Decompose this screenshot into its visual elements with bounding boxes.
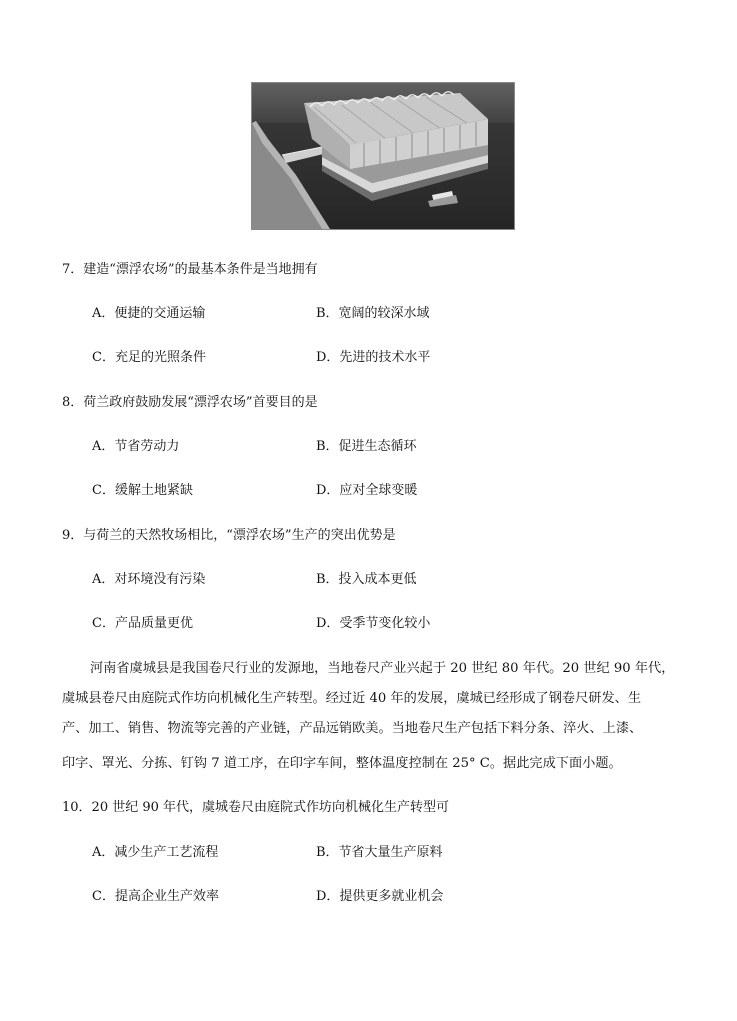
question-8-option-d: D．应对全球变暖 bbox=[316, 483, 418, 498]
question-8-stem: 8．荷兰政府鼓励发展“漂浮农场”首要目的是 bbox=[62, 395, 318, 410]
question-10-option-d: D．提供更多就业机会 bbox=[316, 889, 444, 904]
passage-line-2: 虞城县卷尺由庭院式作坊向机械化生产转型。经过近 40 年的发展，虞城已经形成了钢卷尺研发、生 bbox=[62, 691, 642, 706]
question-7-option-b: B．宽阔的较深水域 bbox=[316, 306, 430, 321]
question-8-option-a: A．节省劳动力 bbox=[92, 439, 180, 454]
question-10-option-a: A．减少生产工艺流程 bbox=[92, 845, 219, 860]
question-9-option-b: B．投入成本更低 bbox=[316, 572, 417, 587]
question-10-stem: 10．20 世纪 90 年代，虞城卷尺由庭院式作坊向机械化生产转型可 bbox=[62, 800, 450, 815]
question-7-option-a: A．便捷的交通运输 bbox=[92, 306, 206, 321]
question-10-option-c: C．提高企业生产效率 bbox=[92, 889, 219, 904]
question-9-stem: 9．与荷兰的天然牧场相比，“漂浮农场”生产的突出优势是 bbox=[62, 528, 396, 543]
question-7-stem: 7．建造“漂浮农场”的最基本条件是当地拥有 bbox=[62, 262, 318, 277]
question-9-option-a: A．对环境没有污染 bbox=[92, 572, 206, 587]
question-7-option-d: D．先进的技术水平 bbox=[316, 350, 431, 365]
passage-line-1: 河南省虞城县是我国卷尺行业的发源地，当地卷尺产业兴起于 20 世纪 80 年代。20 世纪 90 年代， bbox=[90, 661, 675, 676]
passage-line-3: 产、加工、销售、物流等完善的产业链，产品远销欧美。当地卷尺生产包括下料分条、淬火、上漆、 bbox=[62, 721, 643, 736]
question-8-option-b: B．促进生态循环 bbox=[316, 439, 417, 454]
question-10-option-b: B．节省大量生产原料 bbox=[316, 845, 443, 860]
question-9-option-c: C．产品质量更优 bbox=[92, 616, 193, 631]
passage-line-4: 印字、罩光、分拣、钉钩 7 道工序，在印字车间，整体温度控制在 25° C。据此完成下面小题。 bbox=[62, 756, 622, 771]
question-8-option-c: C．缓解土地紧缺 bbox=[92, 483, 193, 498]
question-9-option-d: D．受季节变化较小 bbox=[316, 616, 431, 631]
floating-farm-photo bbox=[251, 82, 515, 230]
question-7-option-c: C．充足的光照条件 bbox=[92, 350, 206, 365]
